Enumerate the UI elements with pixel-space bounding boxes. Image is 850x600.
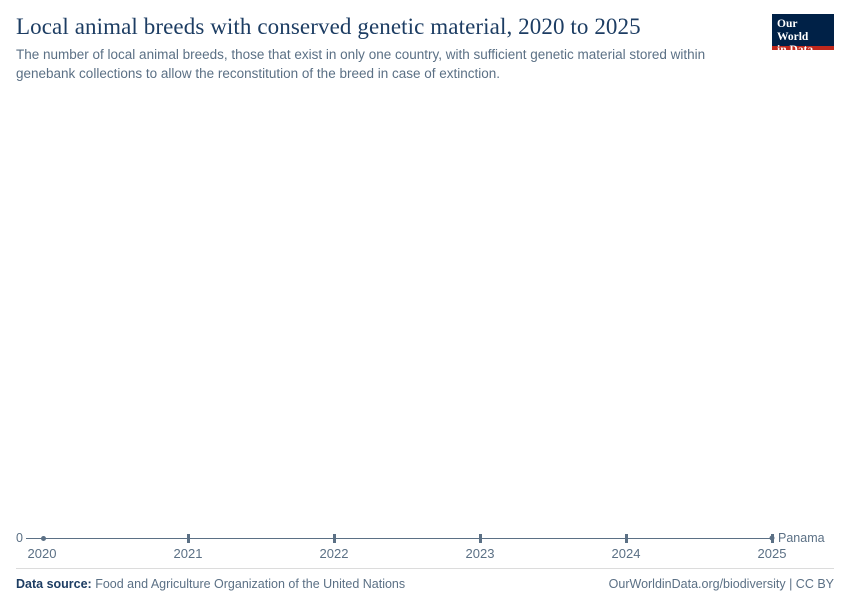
chart-footer	[16, 568, 834, 591]
license-label[interactable]: CC BY	[795, 577, 834, 591]
axis-tick-marker	[479, 534, 482, 543]
axis-tick-marker	[333, 534, 336, 543]
y-axis-zero-label: 0	[16, 531, 23, 545]
owid-logo-line2: in Data	[777, 43, 814, 56]
chart-subtitle: The number of local animal breeds, those that exist in only one country, with sufficient genetic material stored within genebank collections to allow the reconstitution of the breed in case of extinction.	[16, 47, 706, 82]
x-tick-label: 2025	[757, 546, 787, 561]
axis-tick-marker	[187, 534, 190, 543]
plot-area[interactable]	[16, 100, 834, 530]
footer-links	[609, 577, 834, 591]
x-tick-label: 2021	[173, 546, 203, 561]
x-tick-label: 2024	[611, 546, 641, 561]
footer-separator: |	[785, 577, 796, 591]
x-tick-label: 2020	[27, 546, 57, 561]
data-source-label: Data source:	[16, 577, 92, 591]
page-title: Local animal breeds with conserved genetic material, 2020 to 2025	[16, 14, 641, 39]
axis-line	[26, 538, 774, 539]
x-tick-label: 2022	[319, 546, 349, 561]
x-tick-label: 2023	[465, 546, 495, 561]
owid-logo[interactable]	[772, 14, 834, 56]
series-label-panama[interactable]: Panama	[778, 531, 825, 545]
series-endpoint-marker	[770, 536, 775, 541]
axis-tick-marker	[625, 534, 628, 543]
chart-header	[16, 14, 834, 84]
axis-tick-marker	[41, 536, 46, 541]
x-axis	[16, 520, 834, 566]
data-source	[16, 577, 405, 591]
owid-site-link[interactable]: OurWorldinData.org/biodiversity	[608, 577, 786, 591]
data-source-value: Food and Agriculture Organization of the United Nations	[95, 577, 406, 591]
owid-logo-line1: Our World	[777, 18, 809, 43]
